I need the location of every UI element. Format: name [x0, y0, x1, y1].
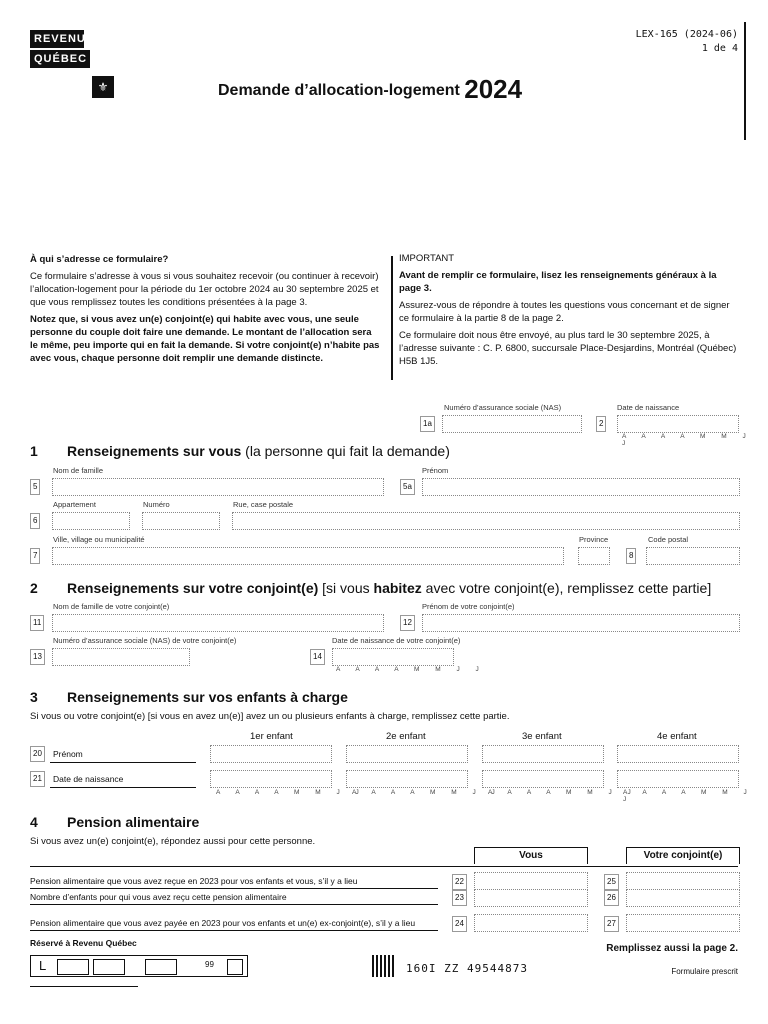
conj-nom-input[interactable] — [52, 614, 384, 632]
dob-format: A A A A M M J J — [622, 433, 753, 447]
line-25: 25 — [604, 874, 619, 890]
dob-input[interactable] — [617, 415, 739, 433]
section-4-intro: Si vous avez un(e) conjoint(e), répondez aussi pour cette personne. — [30, 836, 316, 847]
conj-dob-label: Date de naissance de votre conjoint(e) — [332, 636, 461, 645]
line-11: 11 — [30, 615, 44, 631]
section-3-title: Renseignements sur vos enfants à charge — [67, 689, 348, 705]
fleur-de-lis-icon: ⚜ — [92, 76, 114, 98]
table-top-rule — [30, 866, 738, 867]
vous-pension-payee[interactable] — [474, 914, 588, 932]
prescribed-note: Formulaire prescrit — [671, 967, 738, 976]
col-vous: Vous — [474, 847, 588, 864]
row-24-rule — [30, 930, 438, 931]
child-4-dob-format: A A A A M M J J — [623, 789, 754, 803]
conj-nb-enfants[interactable] — [626, 889, 740, 907]
ville-input[interactable] — [52, 547, 564, 565]
child-3-dob-format: A A A A M M J J — [488, 789, 638, 796]
barcode-text: 160I ZZ 49544873 — [406, 962, 528, 975]
intro-block — [30, 253, 380, 369]
province-label: Province — [579, 535, 609, 544]
child-1-header: 1er enfant — [250, 731, 293, 742]
rue-label: Rue, case postale — [233, 500, 294, 509]
child-2-dob[interactable] — [346, 770, 468, 788]
section-2-sub-c: avec votre conjoint(e), remplissez cette partie] — [425, 580, 712, 596]
row-23-rule — [30, 904, 438, 905]
reserved-cell-3 — [145, 959, 177, 975]
child-4-dob[interactable] — [617, 770, 739, 788]
row-22-rule — [30, 888, 438, 889]
nom-label: Nom de famille — [53, 466, 104, 475]
conj-nas-input[interactable] — [52, 648, 190, 666]
line-8: 8 — [626, 548, 636, 564]
section-1-heading — [30, 443, 450, 459]
child-1-prenom[interactable] — [210, 745, 332, 763]
reserved-99: 99 — [205, 960, 214, 969]
section-2-sub-b: habitez — [373, 580, 422, 596]
section-3-num: 3 — [30, 689, 38, 705]
conj-prenom-input[interactable] — [422, 614, 740, 632]
form-code — [636, 28, 738, 56]
child-1-dob[interactable] — [210, 770, 332, 788]
revenu-quebec-logo — [30, 30, 109, 94]
section-4-title: Pension alimentaire — [67, 814, 200, 830]
col-conjoint: Votre conjoint(e) — [626, 847, 740, 864]
child-4-prenom[interactable] — [617, 745, 739, 763]
numero-label: Numéro — [143, 500, 170, 509]
reserved-cell-1 — [57, 959, 89, 975]
form-code-text: LEX-165 (2024-06) — [635, 29, 738, 40]
dob-label: Date de naissance — [617, 403, 680, 412]
child-3-prenom[interactable] — [482, 745, 604, 763]
important-block — [399, 252, 741, 372]
vous-nb-enfants[interactable] — [474, 889, 588, 907]
important-p2: Assurez-vous de répondre à toutes les questions vous concernant et de signer ce formulaire à la partie 8 de la page 2. — [399, 300, 730, 324]
line-24: 24 — [452, 916, 467, 932]
line-20: 20 — [30, 746, 45, 762]
reserved-letter: L — [39, 958, 47, 973]
section-4-num: 4 — [30, 814, 38, 830]
important-rule — [391, 256, 393, 380]
section-1-subtitle: (la personne qui fait la demande) — [245, 443, 450, 459]
conj-nas-label: Numéro d’assurance sociale (NAS) de votre conjoint(e) — [53, 636, 237, 645]
cp-input[interactable] — [646, 547, 740, 565]
reserved-box — [30, 955, 248, 977]
reserved-cell-2 — [93, 959, 125, 975]
important-p3: Ce formulaire doit nous être envoyé, au plus tard le 30 septembre 2025, à l’adresse suivante : C. P. 6800, succursale Place-Desjardins, Montréal (Québec) H5B 1J5. — [399, 330, 737, 367]
section-4-heading — [30, 814, 199, 830]
intro-p1: Ce formulaire s’adresse à vous si vous souhaitez recevoir (ou continuer à recevoir) l’allocation-logement pour la période du 1er octobre 2024 au 30 septembre 2025 et que vous remplissez toutes les conditions présentées à la page 3. — [30, 271, 379, 308]
vous-pension-recue[interactable] — [474, 872, 588, 890]
page-title — [218, 74, 522, 105]
row-22-text: Pension alimentaire que vous avez reçue en 2023 pour vos enfants et vous, s’il y a lieu — [30, 876, 358, 886]
child-3-dob[interactable] — [482, 770, 604, 788]
line-27: 27 — [604, 916, 619, 932]
logo-line2: QUÉBEC — [30, 50, 90, 68]
line-6: 6 — [30, 513, 40, 529]
appart-label: Appartement — [53, 500, 96, 509]
section-2-heading — [30, 580, 711, 596]
footer-rule — [30, 986, 138, 987]
conj-nom-label: Nom de famille de votre conjoint(e) — [53, 602, 170, 611]
title-text: Demande d’allocation-logement — [218, 82, 460, 99]
row-23-text: Nombre d’enfants pour qui vous avez reçu cette pension alimentaire — [30, 892, 287, 902]
conj-pension-recue[interactable] — [626, 872, 740, 890]
barcode-icon — [372, 955, 394, 977]
conj-prenom-label: Prénom de votre conjoint(e) — [422, 602, 515, 611]
child-4-header: 4e enfant — [657, 731, 697, 742]
section-1-title: Renseignements sur vous — [67, 443, 242, 459]
line-1a: 1a — [420, 416, 435, 432]
logo-line1: REVENU — [30, 30, 84, 48]
child-3-header: 3e enfant — [522, 731, 562, 742]
line-26: 26 — [604, 890, 619, 906]
child-2-dob-format: A A A A M M J J — [352, 789, 502, 796]
reserved-cell-4 — [227, 959, 243, 975]
prenom-label: Prénom — [422, 466, 449, 475]
child-prenom-label: Prénom — [53, 749, 83, 759]
line-7: 7 — [30, 548, 40, 564]
page-number: 1 de 4 — [701, 43, 738, 54]
line-12: 12 — [400, 615, 415, 631]
conj-dob-input[interactable] — [332, 648, 454, 666]
nas-label: Numéro d’assurance sociale (NAS) — [444, 403, 562, 412]
child-1-dob-format: A A A A M M J J — [216, 789, 366, 796]
cp-label: Code postal — [648, 535, 689, 544]
conj-pension-payee[interactable] — [626, 914, 740, 932]
child-2-prenom[interactable] — [346, 745, 468, 763]
section-2-title: Renseignements sur votre conjoint(e) — [67, 580, 319, 596]
reserved-label: Réservé à Revenu Québec — [30, 938, 137, 948]
row-24-text: Pension alimentaire que vous avez payée en 2023 pour vos enfants et un(e) ex-conjoint(e), s’il y a lieu — [30, 918, 416, 928]
ville-label: Ville, village ou municipalité — [53, 535, 145, 544]
line-5: 5 — [30, 479, 40, 495]
intro-p2: Notez que, si vous avez un(e) conjoint(e) qui habite avec vous, une seule personne du couple doit faire une demande. Le montant de l’allocation sera le même, peu importe qui en fait la demande. Si votre conjoint(e) n’habite pas avec vous, chaque personne doit remplir une demande distincte. — [30, 314, 380, 364]
important-heading: IMPORTANT — [399, 253, 455, 264]
nom-input[interactable] — [52, 478, 384, 496]
intro-heading: À qui s’adresse ce formulaire? — [30, 254, 169, 265]
section-3-heading — [30, 689, 348, 705]
rue-input[interactable] — [232, 512, 740, 530]
line-22: 22 — [452, 874, 467, 890]
continue-note: Remplissez aussi la page 2. — [606, 943, 738, 954]
corner-mark — [744, 22, 746, 140]
numero-input[interactable] — [142, 512, 220, 530]
line-14: 14 — [310, 649, 325, 665]
section-2-sub-a: [si vous — [322, 580, 370, 596]
child-2-header: 2e enfant — [386, 731, 426, 742]
line-13: 13 — [30, 649, 45, 665]
line-2: 2 — [596, 416, 606, 432]
nas-input[interactable] — [442, 415, 582, 433]
appart-input[interactable] — [52, 512, 130, 530]
row-20-rule — [50, 762, 196, 763]
row-21-rule — [50, 787, 196, 788]
section-1-num: 1 — [30, 443, 38, 459]
line-5a: 5a — [400, 479, 415, 495]
line-21: 21 — [30, 771, 45, 787]
conj-dob-format: A A A A M M J J — [336, 666, 486, 673]
important-p1: Avant de remplir ce formulaire, lisez les renseignements généraux à la page 3. — [399, 270, 717, 294]
title-year: 2024 — [464, 74, 523, 104]
section-2-num: 2 — [30, 580, 38, 596]
prenom-input[interactable] — [422, 478, 740, 496]
section-3-intro: Si vous ou votre conjoint(e) [si vous en avez un(e)] avez un ou plusieurs enfants à charge, remplissez cette partie. — [30, 711, 510, 722]
province-input[interactable] — [578, 547, 610, 565]
child-dob-label: Date de naissance — [53, 774, 124, 784]
line-23: 23 — [452, 890, 467, 906]
